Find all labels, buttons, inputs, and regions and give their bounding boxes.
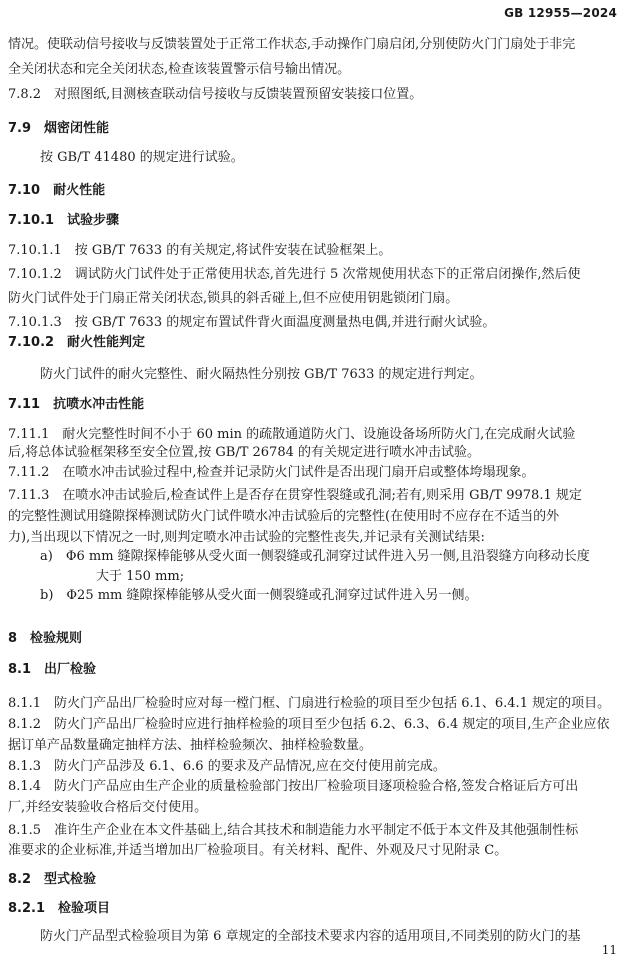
heading-7-10: 7.10 耐火性能	[8, 183, 106, 198]
text-line: 大于 150 mm;	[96, 569, 185, 584]
page-number: 11	[601, 943, 617, 957]
heading-8-2: 8.2 型式检验	[8, 872, 97, 887]
text-line: 防火门产品型式检验项目为第 6 章规定的全部技术要求内容的适用项目,不同类别的防火门的基	[40, 929, 581, 944]
clause-7-10-1-1: 7.10.1.1 按 GB/T 7633 的有关规定,将试件安装在试验框架上。	[8, 243, 392, 258]
heading-7-9: 7.9 烟密闭性能	[8, 121, 110, 136]
text-line: 全关闭状态和完全关闭状态,检查该装置警示信号输出情况。	[8, 62, 351, 77]
standard-header: GB 12955—2024	[504, 6, 617, 20]
clause-8-1-4: 8.1.4 防火门产品应由生产企业的质量检验部门按出厂检验项目逐项检验合格,签发合格证后方可出	[8, 779, 579, 794]
clause-7-11-2: 7.11.2 在喷水冲击试验过程中,检查并记录防火门试件是否出现门扇开启或整体垮塌现象。	[8, 465, 535, 480]
clause-8-1-3: 8.1.3 防火门产品涉及 6.1、6.6 的要求及产品情况,应在交付使用前完成。	[8, 759, 446, 774]
clause-8-1-1: 8.1.1 防火门产品出厂检验时应对每一樘门框、门扇进行检验的项目至少包括 6.1、6.4.1 规定的项目。	[8, 696, 611, 711]
clause-8-1-5: 8.1.5 准许生产企业在本文件基础上,结合其技术和制造能力水平制定不低于本文件及其他强制性标	[8, 823, 579, 838]
text-line: 后,将总体试验框架移至安全位置,按 GB/T 26784 的有关规定进行喷水冲击试验。	[8, 445, 481, 460]
text-line: 按 GB/T 41480 的规定进行试验。	[40, 150, 244, 165]
text-line: 情况。使联动信号接收与反馈装置处于正常工作状态,手动操作门扇启闭,分别使防火门门扇处于非完	[8, 37, 576, 52]
clause-7-10-1-2: 7.10.1.2 调试防火门试件处于正常使用状态,首先进行 5 次常规使用状态下的正常启闭操作,然后使	[8, 267, 581, 282]
heading-7-11: 7.11 抗喷水冲击性能	[8, 397, 145, 412]
heading-7-10-1: 7.10.1 试验步骤	[8, 213, 120, 228]
text-line: 力),当出现以下情况之一时,则判定喷水冲击试验的完整性丧失,并记录有关测试结果:	[8, 530, 485, 545]
heading-7-10-2: 7.10.2 耐火性能判定	[8, 335, 146, 350]
clause-8-1-2: 8.1.2 防火门产品出厂检验时应进行抽样检验的项目至少包括 6.2、6.3、6.4 规定的项目,生产企业应依	[8, 717, 610, 732]
heading-8: 8 检验规则	[8, 631, 83, 646]
heading-8-2-1: 8.2.1 检验项目	[8, 901, 111, 916]
list-item-a: a) Φ6 mm 缝隙探棒能够从受火面一侧裂缝或孔洞穿过试件进入另一侧,且沿裂缝方向移动长度	[40, 549, 590, 564]
list-item-b: b) Φ25 mm 缝隙探棒能够从受火面一侧裂缝或孔洞穿过试件进入另一侧。	[40, 588, 478, 603]
clause-7-10-1-3: 7.10.1.3 按 GB/T 7633 的规定布置试件背火面温度测量热电偶,并进行耐火试验。	[8, 315, 496, 330]
text-line: 防火门试件的耐火完整性、耐火隔热性分别按 GB/T 7633 的规定进行判定。	[40, 367, 483, 382]
text-line: 的完整性测试用缝隙探棒测试防火门试件喷水冲击试验后的完整性(在使用时不应存在不适当的外	[8, 509, 560, 524]
text-line: 防火门试件处于门扇正常关闭状态,锁具的斜舌碰上,但不应使用钥匙锁闭门扇。	[8, 291, 459, 306]
text-line: 厂,并经安装验收合格后交付使用。	[8, 800, 208, 815]
heading-8-1: 8.1 出厂检验	[8, 662, 97, 677]
clause-7-11-1: 7.11.1 耐火完整性时间不小于 60 min 的疏散通道防火门、设施设备场所防火门,在完成耐火试验	[8, 427, 576, 442]
clause-7-11-3: 7.11.3 在喷水冲击试验后,检查试件上是否存在贯穿性裂缝或孔洞;若有,则采用 GB/T 9978.1 规定	[8, 488, 582, 503]
text-line: 准要求的企业标准,并适当增加出厂检验项目。有关材料、配件、外观及尺寸见附录 C。	[8, 843, 508, 858]
text-line: 据订单产品数量确定抽样方法、抽样检验频次、抽样检验数量。	[8, 738, 373, 753]
clause-7-8-2: 7.8.2 对照图纸,目测核查联动信号接收与反馈装置预留安装接口位置。	[8, 87, 423, 102]
